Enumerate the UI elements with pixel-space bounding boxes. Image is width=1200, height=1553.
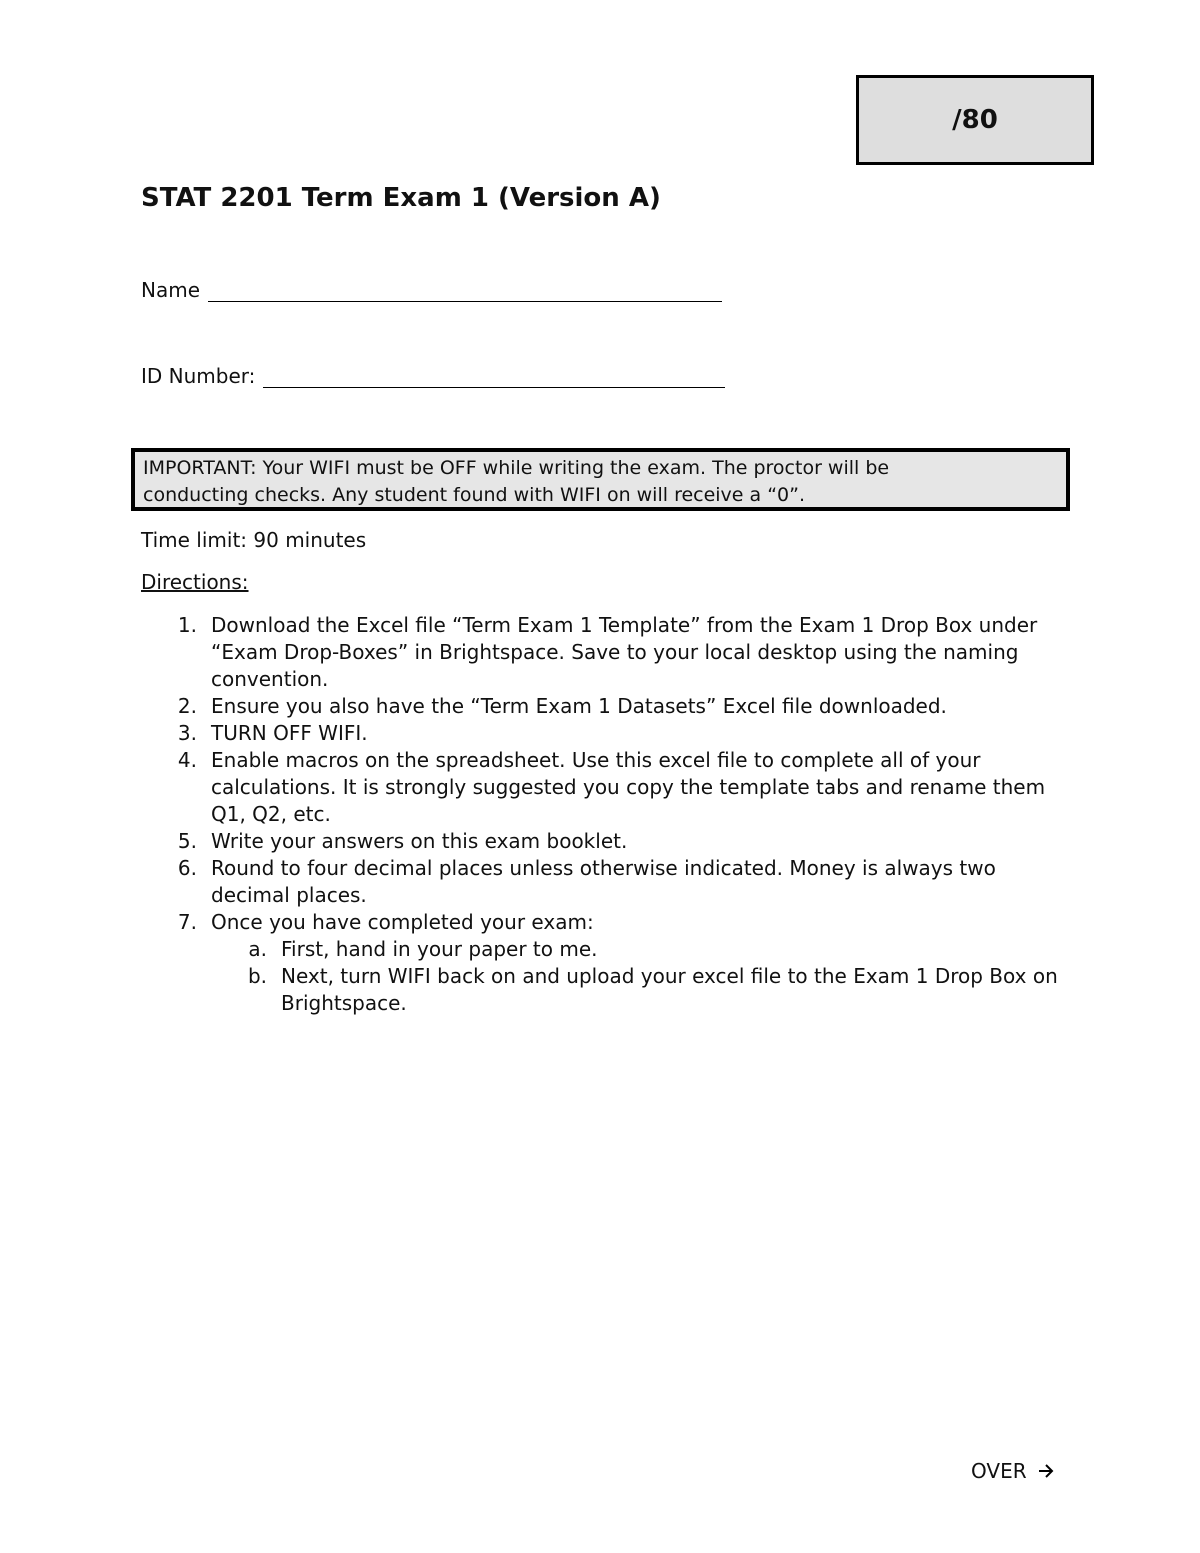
sub-list-letter: b. (247, 964, 267, 988)
name-label: Name (141, 278, 201, 302)
time-limit: Time limit: 90 minutes (141, 528, 367, 552)
sub-list-item (211, 936, 1071, 963)
list-text: Once you have completed your exam: (211, 910, 594, 934)
important-notice (131, 448, 1070, 511)
id-label: ID Number: (141, 364, 256, 388)
list-item (141, 855, 1071, 909)
list-text: TURN OFF WIFI. (211, 721, 368, 745)
list-item (141, 693, 1071, 720)
exam-title: STAT 2201 Term Exam 1 (Version A) (141, 183, 661, 213)
directions-list (141, 612, 1071, 1017)
list-text: Enable macros on the spreadsheet. Use this excel file to complete all of your calculations. It is strongly suggested you copy the template tabs and rename them Q1, Q2, etc. (211, 748, 1046, 826)
id-blank-line (263, 367, 725, 388)
list-item (141, 720, 1071, 747)
id-field (141, 364, 725, 388)
score-box (856, 75, 1094, 165)
list-item (141, 612, 1071, 693)
sub-list-text: First, hand in your paper to me. (281, 937, 598, 961)
name-blank-line (208, 281, 722, 302)
over-label: OVER (971, 1459, 1027, 1483)
list-text: Ensure you also have the “Term Exam 1 Datasets” Excel file downloaded. (211, 694, 947, 718)
sub-list-item (211, 963, 1071, 1017)
sub-list-text: Next, turn WIFI back on and upload your excel file to the Exam 1 Drop Box on Brightspace. (281, 964, 1058, 1015)
list-item (141, 909, 1071, 936)
list-number: 6. (177, 856, 197, 880)
list-text: Round to four decimal places unless otherwise indicated. Money is always two decimal places. (211, 856, 996, 907)
sub-list-letter: a. (248, 937, 267, 961)
over-indicator (971, 1459, 1055, 1483)
list-text: Download the Excel file “Term Exam 1 Template” from the Exam 1 Drop Box under “Exam Drop-Boxes” in Brightspace. Save to your local desktop using the naming convention. (211, 613, 1038, 691)
score-total: /80 (952, 105, 998, 135)
directions-heading: Directions: (141, 570, 249, 594)
list-number: 5. (177, 829, 197, 853)
list-number: 7. (177, 910, 197, 934)
list-text: Write your answers on this exam booklet. (211, 829, 628, 853)
list-number: 4. (177, 748, 197, 772)
list-number: 3. (177, 721, 197, 745)
list-number: 2. (177, 694, 197, 718)
name-field (141, 278, 722, 302)
list-item (141, 828, 1071, 855)
important-line-1: IMPORTANT: Your WIFI must be OFF while writing the exam. The proctor will be (143, 457, 890, 479)
important-line-2: conducting checks. Any student found with WIFI on will receive a “0”. (143, 484, 806, 506)
right-arrow-icon (1037, 1463, 1055, 1479)
list-number: 1. (177, 613, 197, 637)
list-item (141, 747, 1071, 828)
